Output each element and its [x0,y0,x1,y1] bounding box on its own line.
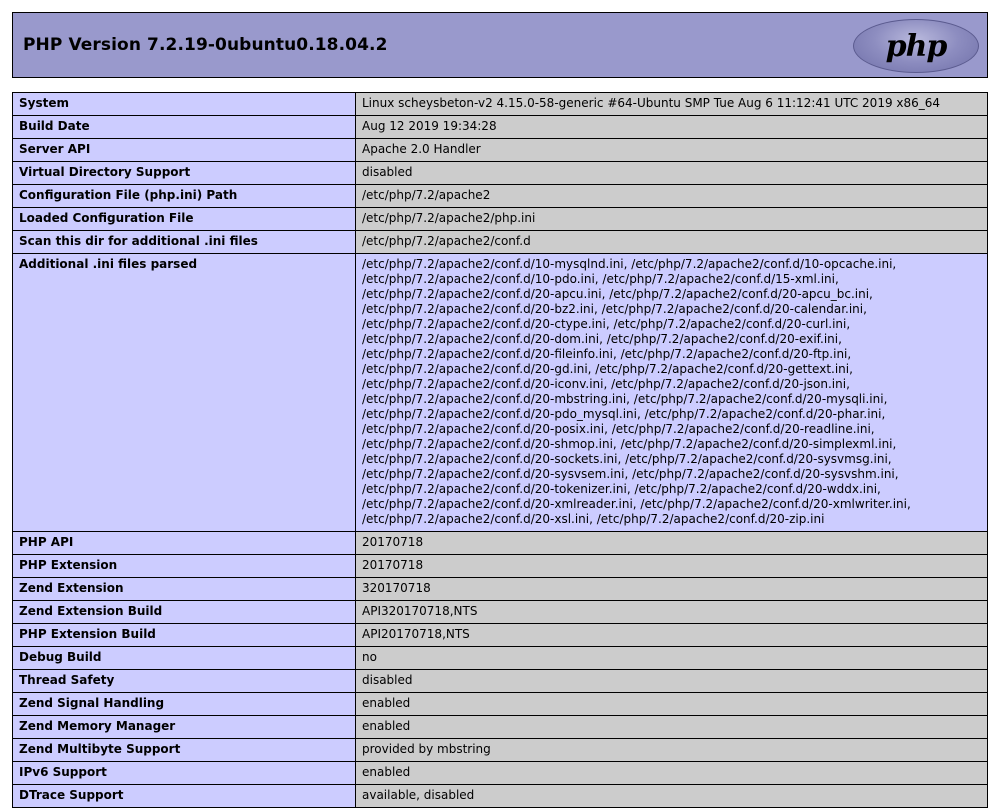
table-cell-value: enabled [356,693,988,716]
table-cell-key: IPv6 Support [13,762,356,785]
table-row [13,601,988,624]
table-row [13,254,988,532]
table-row [13,647,988,670]
php-logo-icon [853,19,979,73]
table-row [13,578,988,601]
table-row [13,555,988,578]
table-cell-key: DTrace Support [13,785,356,808]
table-cell-value: /etc/php/7.2/apache2/conf.d [356,231,988,254]
table-cell-value: API320170718,NTS [356,601,988,624]
table-cell-key: Loaded Configuration File [13,208,356,231]
table-cell-key: Zend Memory Manager [13,716,356,739]
table-cell-value: API20170718,NTS [356,624,988,647]
table-cell-value: enabled [356,762,988,785]
page-header [12,12,988,78]
table-cell-value: Aug 12 2019 19:34:28 [356,116,988,139]
table-row [13,208,988,231]
table-cell-value: provided by mbstring [356,739,988,762]
table-cell-value: available, disabled [356,785,988,808]
table-row [13,93,988,116]
php-logo-text: php [885,29,947,64]
table-row [13,116,988,139]
table-row [13,716,988,739]
phpinfo-table-body [13,93,988,808]
table-row [13,185,988,208]
table-cell-value: /etc/php/7.2/apache2/php.ini [356,208,988,231]
table-cell-key: Scan this dir for additional .ini files [13,231,356,254]
table-cell-value: /etc/php/7.2/apache2 [356,185,988,208]
table-cell-value: disabled [356,162,988,185]
table-cell-key: PHP API [13,532,356,555]
table-cell-value: Apache 2.0 Handler [356,139,988,162]
table-cell-key: Zend Signal Handling [13,693,356,716]
phpinfo-page [0,12,1000,808]
table-cell-key: System [13,93,356,116]
table-row [13,762,988,785]
table-row [13,739,988,762]
table-cell-value: 320170718 [356,578,988,601]
table-cell-value: disabled [356,670,988,693]
page-title: PHP Version 7.2.19-0ubuntu0.18.04.2 [23,35,388,55]
phpinfo-table [12,92,988,808]
table-row [13,162,988,185]
table-cell-key: PHP Extension [13,555,356,578]
table-row [13,624,988,647]
table-cell-key: Build Date [13,116,356,139]
table-cell-key: PHP Extension Build [13,624,356,647]
table-cell-value: no [356,647,988,670]
table-row [13,532,988,555]
table-cell-value: enabled [356,716,988,739]
table-cell-value: /etc/php/7.2/apache2/conf.d/10-mysqlnd.ini, /etc/php/7.2/apache2/conf.d/10-opcache.ini, /etc/php/7.2/apache2/conf.d/10-pdo.ini, /etc/php/7.2/apache2/conf.d/15-xml.ini, /etc/php/7.2/apache2/conf.d/20-apcu.ini, /etc/php/7.2/apache2/conf.d/20-apcu_bc.ini, /etc/php/7.2/apache2/conf.d/20-bz2.ini, /etc/php/7.2/apache2/conf.d/20-calendar.ini, /etc/php/7.2/apache2/conf.d/20-ctype.ini, /etc/php/7.2/apache2/conf.d/20-curl.ini, /etc/php/7.2/apache2/conf.d/20-dom.ini, /etc/php/7.2/apache2/conf.d/20-exif.ini, /etc/php/7.2/apache2/conf.d/20-fileinfo.ini, /etc/php/7.2/apache2/conf.d/20-ftp.ini, /etc/php/7.2/apache2/conf.d/20-gd.ini, /etc/php/7.2/apache2/conf.d/20-gettext.ini, /etc/php/7.2/apache2/conf.d/20-iconv.ini, /etc/php/7.2/apache2/conf.d/20-json.ini, /etc/php/7.2/apache2/conf.d/20-mbstring.ini, /etc/php/7.2/apache2/conf.d/20-mysqli.ini, /etc/php/7.2/apache2/conf.d/20-pdo_mysql.ini, /etc/php/7.2/apache2/conf.d/20-phar.ini, /etc/php/7.2/apache2/conf.d/20-posix.ini, /etc/php/7.2/apache2/conf.d/20-readline.ini, /etc/php/7.2/apache2/conf.d/20-shmop.ini, /etc/php/7.2/apache2/conf.d/20-simplexml.ini, /etc/php/7.2/apache2/conf.d/20-sockets.ini, /etc/php/7.2/apache2/conf.d/20-sysvmsg.ini, /etc/php/7.2/apache2/conf.d/20-sysvsem.ini, /etc/php/7.2/apache2/conf.d/20-sysvshm.ini, /etc/php/7.2/apache2/conf.d/20-tokenizer.ini, /etc/php/7.2/apache2/conf.d/20-wddx.ini, /etc/php/7.2/apache2/conf.d/20-xmlreader.ini, /etc/php/7.2/apache2/conf.d/20-xmlwriter.ini, /etc/php/7.2/apache2/conf.d/20-xsl.ini, /etc/php/7.2/apache2/conf.d/20-zip.ini [356,254,988,532]
table-row [13,231,988,254]
table-cell-key: Zend Multibyte Support [13,739,356,762]
table-cell-key: Virtual Directory Support [13,162,356,185]
table-row [13,785,988,808]
table-row [13,670,988,693]
table-cell-key: Thread Safety [13,670,356,693]
table-cell-key: Server API [13,139,356,162]
table-cell-key: Zend Extension Build [13,601,356,624]
table-cell-key: Additional .ini files parsed [13,254,356,532]
table-row [13,139,988,162]
table-cell-value: 20170718 [356,532,988,555]
table-cell-key: Debug Build [13,647,356,670]
table-cell-value: Linux scheysbeton-v2 4.15.0-58-generic #64-Ubuntu SMP Tue Aug 6 11:12:41 UTC 2019 x86_64 [356,93,988,116]
table-cell-key: Configuration File (php.ini) Path [13,185,356,208]
table-cell-value: 20170718 [356,555,988,578]
table-row [13,693,988,716]
table-cell-key: Zend Extension [13,578,356,601]
